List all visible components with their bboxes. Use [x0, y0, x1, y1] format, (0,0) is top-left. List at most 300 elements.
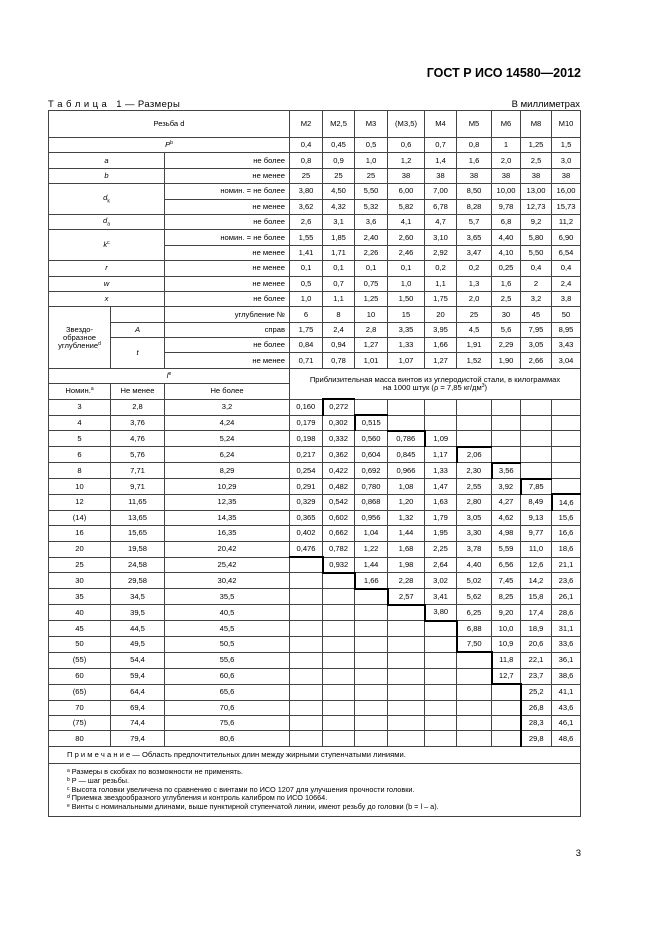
symbol-subscript: a [107, 221, 110, 228]
nominal-length: 6 [49, 447, 111, 463]
mass-cell: 0,542 [323, 494, 355, 510]
size-cell: M2,5 [323, 111, 355, 138]
value-cell: 1,25 [521, 138, 552, 153]
thread-label [49, 111, 290, 138]
parameter-symbol [49, 138, 290, 153]
value-cell: 3,47 [457, 245, 492, 260]
mass-cell: 0,217 [290, 447, 323, 463]
mass-cell: 10,0 [492, 621, 521, 637]
mass-cell [457, 700, 492, 715]
mass-cell: 1,08 [388, 479, 425, 495]
value-cell: 1,6 [492, 276, 521, 291]
value-cell: 1,01 [355, 353, 388, 368]
value-cell: 0,1 [355, 261, 388, 276]
value-cell: 1,90 [492, 353, 521, 368]
nominal-length: 5 [49, 431, 111, 447]
value-cell: 6,78 [425, 199, 457, 214]
value-cell: 0,75 [355, 276, 388, 291]
value-cell: 15 [388, 307, 425, 322]
mass-cell [290, 605, 323, 621]
mass-cell [457, 715, 492, 730]
parameter-row [49, 168, 581, 183]
parameter-row [49, 153, 581, 168]
max-length: 45,5 [165, 621, 290, 637]
mass-cell: 36,1 [552, 652, 581, 668]
symbol-text: d [103, 192, 108, 202]
recess-label-line: образное [62, 332, 97, 342]
mass-cell: 3,05 [457, 510, 492, 525]
max-length: 65,6 [165, 684, 290, 700]
footnote-ref: b [170, 140, 173, 147]
mass-cell: 0,560 [355, 431, 388, 447]
mass-cell [323, 621, 355, 637]
mass-cell [425, 715, 457, 730]
mass-cell: 0,868 [355, 494, 388, 510]
mass-row [49, 463, 581, 479]
value-cell: 2,0 [492, 153, 521, 168]
mass-cell: 11,8 [492, 652, 521, 668]
mass-cell [388, 731, 425, 746]
min-length: 4,76 [111, 431, 165, 447]
value-cell: 16,00 [552, 184, 581, 199]
mass-cell [492, 700, 521, 715]
value-cell: 4,10 [492, 245, 521, 260]
max-length: 16,35 [165, 526, 290, 541]
max-length: 50,5 [165, 637, 290, 653]
mass-cell [388, 668, 425, 684]
qualifier-cell: справ [165, 322, 290, 337]
footnotes-row [49, 763, 581, 816]
symbol-text: w [103, 278, 110, 288]
nominal-length: 80 [49, 731, 111, 746]
length-label [49, 368, 290, 383]
parameter-row [49, 230, 581, 245]
value-cell: 0,8 [290, 153, 323, 168]
mass-header-line: на 1000 штук (ρ = 7,85 $кг/дм^3$) [383, 382, 487, 392]
value-cell: 2 [521, 276, 552, 291]
value-cell: 0,2 [457, 261, 492, 276]
parameter-symbol [49, 230, 165, 261]
nominal-label: Номин.$^a$ [49, 384, 111, 399]
value-cell: 10 [355, 307, 388, 322]
mass-cell: 0,782 [323, 541, 355, 557]
mass-cell: 3,78 [457, 541, 492, 557]
table-caption: Т а б л и ц а 1 — Размеры [48, 99, 181, 110]
mass-cell: 1,22 [355, 541, 388, 557]
min-length: 54,4 [111, 652, 165, 668]
mass-row [49, 557, 581, 573]
qualifier-cell: углубление № [165, 307, 290, 322]
mass-cell [290, 621, 323, 637]
max-length: 55,6 [165, 652, 290, 668]
mass-cell [323, 684, 355, 700]
mass-row [49, 573, 581, 589]
max-length: 4,24 [165, 415, 290, 431]
value-cell: 6 [290, 307, 323, 322]
mass-cell: 1,09 [425, 431, 457, 447]
value-cell: 0,5 [355, 138, 388, 153]
recess-label [49, 307, 111, 369]
value-cell: 4,50 [323, 184, 355, 199]
mass-cell [425, 731, 457, 746]
nominal-length: 50 [49, 637, 111, 653]
mass-cell: 0,291 [290, 479, 323, 495]
parameter-symbol [111, 307, 165, 322]
mass-cell [425, 652, 457, 668]
mass-cell [457, 399, 492, 415]
mass-row [49, 479, 581, 495]
value-cell: 0,45 [323, 138, 355, 153]
footnote-mark: e [67, 803, 70, 810]
mass-cell [290, 589, 323, 605]
length-header-row [49, 368, 581, 383]
footnote: $^d$ Приемка звездообразного углубления и контроль калибром по ИСО 10664. [67, 793, 328, 803]
value-cell: 9,78 [492, 199, 521, 214]
value-cell: 8,95 [552, 322, 581, 337]
value-cell: 1,1 [323, 291, 355, 306]
value-cell: 5,82 [388, 199, 425, 214]
mass-cell [492, 431, 521, 447]
footnote-mark: a [67, 767, 70, 774]
value-cell: 8 [323, 307, 355, 322]
min-length: 44,5 [111, 621, 165, 637]
mass-cell: 0,956 [355, 510, 388, 525]
value-cell: 1,0 [290, 291, 323, 306]
value-cell: 1,3 [457, 276, 492, 291]
value-cell: 2,0 [457, 291, 492, 306]
value-cell: 2,5 [492, 291, 521, 306]
mass-cell [552, 415, 581, 431]
mass-cell [425, 415, 457, 431]
max-length: 6,24 [165, 447, 290, 463]
value-cell: 1 [492, 138, 521, 153]
value-cell: 5,50 [355, 184, 388, 199]
value-cell: 0,4 [552, 261, 581, 276]
mass-cell: 0,602 [323, 510, 355, 525]
min-length: 39,5 [111, 605, 165, 621]
value-cell: 5,50 [521, 245, 552, 260]
max-length: 10,29 [165, 479, 290, 495]
value-cell: 5,80 [521, 230, 552, 245]
footnote-ref: d [98, 340, 101, 347]
qualifier-cell: не менее [165, 199, 290, 214]
min-length: 64,4 [111, 684, 165, 700]
mass-cell: 1,95 [425, 526, 457, 541]
mass-cell: 20,6 [521, 637, 552, 653]
mass-cell: 4,27 [492, 494, 521, 510]
value-cell: 38 [425, 168, 457, 183]
qualifier-cell: не более [165, 291, 290, 306]
mass-cell: 31,1 [552, 621, 581, 637]
mass-row [49, 399, 581, 415]
mass-cell [323, 605, 355, 621]
value-cell: 7,00 [425, 184, 457, 199]
parameter-symbol [49, 214, 165, 229]
mass-row [49, 541, 581, 557]
parameter-symbol [111, 322, 165, 337]
mass-cell [290, 573, 323, 589]
value-cell: 30 [492, 307, 521, 322]
mass-cell [521, 447, 552, 463]
symbol-text: x [104, 294, 109, 304]
nominal-length: 12 [49, 494, 111, 510]
mass-cell [323, 731, 355, 746]
symbol-text: r [105, 263, 108, 273]
mass-cell: 6,56 [492, 557, 521, 573]
value-cell: 15,73 [552, 199, 581, 214]
mass-cell: 26,8 [521, 700, 552, 715]
nominal-length: 25 [49, 557, 111, 573]
mass-cell: 1,98 [388, 557, 425, 573]
value-cell: 2,66 [521, 353, 552, 368]
symbol-text: P [165, 140, 171, 150]
value-cell: 2,6 [290, 214, 323, 229]
value-cell: 38 [492, 168, 521, 183]
min-length: 9,71 [111, 479, 165, 495]
value-cell: 6,00 [388, 184, 425, 199]
mass-cell: 2,57 [388, 589, 425, 605]
mass-cell: 5,62 [457, 589, 492, 605]
mass-cell: 3,56 [492, 463, 521, 479]
page-number: 3 [575, 848, 581, 859]
min-length: 49,5 [111, 637, 165, 653]
value-cell: 2,4 [552, 276, 581, 291]
footnote: $^b$ P — шаг резьбы. [67, 775, 130, 785]
symbol-text: A [134, 324, 141, 334]
mass-cell: 3,02 [425, 573, 457, 589]
mass-cell: 2,55 [457, 479, 492, 495]
thread-header-row [49, 111, 581, 138]
value-cell: 1,5 [552, 138, 581, 153]
qualifier-cell: номин. = не более [165, 184, 290, 199]
mass-cell: 0,254 [290, 463, 323, 479]
mass-cell: 2,06 [457, 447, 492, 463]
standard-header: ГОСТ Р ИСО 14580—2012 [426, 66, 581, 80]
value-cell: 2,26 [355, 245, 388, 260]
mass-cell: 0,179 [290, 415, 323, 431]
mass-cell [290, 652, 323, 668]
mass-cell [425, 668, 457, 684]
mass-row [49, 431, 581, 447]
mass-cell [290, 637, 323, 653]
mass-cell: 0,160 [290, 399, 323, 415]
mass-cell [388, 700, 425, 715]
parameter-row [49, 214, 581, 229]
mass-row [49, 415, 581, 431]
mass-cell: 0,932 [323, 557, 355, 573]
value-cell: 38 [521, 168, 552, 183]
mass-cell: 1,44 [355, 557, 388, 573]
mass-cell [355, 668, 388, 684]
mass-cell: 33,6 [552, 637, 581, 653]
mass-cell [492, 684, 521, 700]
value-cell: 20 [425, 307, 457, 322]
mass-cell [425, 621, 457, 637]
max-length: 35,5 [165, 589, 290, 605]
max-length: 5,24 [165, 431, 290, 447]
min-label: Не менее [111, 384, 165, 399]
mass-cell: 15,6 [552, 510, 581, 525]
value-cell: 3,05 [521, 338, 552, 353]
min-length: 13,65 [111, 510, 165, 525]
nominal-length: (55) [49, 652, 111, 668]
mass-cell: 46,1 [552, 715, 581, 730]
nominal-length: 4 [49, 415, 111, 431]
mass-cell: 0,780 [355, 479, 388, 495]
value-cell: 0,94 [323, 338, 355, 353]
mass-cell: 5,59 [492, 541, 521, 557]
mass-cell [521, 431, 552, 447]
mass-cell: 12,7 [492, 668, 521, 684]
units-label: В миллиметрах [511, 99, 580, 110]
mass-cell: 1,17 [425, 447, 457, 463]
value-cell: 0,7 [425, 138, 457, 153]
max-length: 40,5 [165, 605, 290, 621]
value-cell: 13,00 [521, 184, 552, 199]
footnote-mark: d [67, 794, 70, 801]
mass-cell: 0,302 [323, 415, 355, 431]
mass-cell: 6,88 [457, 621, 492, 637]
value-cell: 3,62 [290, 199, 323, 214]
value-cell: 0,9 [323, 153, 355, 168]
mass-cell: 1,44 [388, 526, 425, 541]
nominal-length: 30 [49, 573, 111, 589]
mass-cell [552, 447, 581, 463]
value-cell: 0,1 [323, 261, 355, 276]
value-cell: 3,8 [552, 291, 581, 306]
value-cell: 1,33 [388, 338, 425, 353]
mass-cell: 2,80 [457, 494, 492, 510]
mass-cell: 17,4 [521, 605, 552, 621]
value-cell: 0,5 [290, 276, 323, 291]
min-length: 29,58 [111, 573, 165, 589]
value-cell: 1,2 [388, 153, 425, 168]
mass-cell: 0,966 [388, 463, 425, 479]
value-cell: 38 [552, 168, 581, 183]
mass-row [49, 684, 581, 700]
value-cell: 2,4 [323, 322, 355, 337]
mass-cell: 26,1 [552, 589, 581, 605]
value-cell: 1,71 [323, 245, 355, 260]
parameter-symbol [49, 276, 165, 291]
mass-cell: 2,30 [457, 463, 492, 479]
max-length: 25,42 [165, 557, 290, 573]
mass-cell [552, 431, 581, 447]
note-row [49, 746, 581, 763]
recess-row [49, 338, 581, 353]
qualifier-cell: не более [165, 214, 290, 229]
mass-cell: 0,332 [323, 431, 355, 447]
value-cell: 1,50 [388, 291, 425, 306]
value-cell: 2,40 [355, 230, 388, 245]
footnote-mark: b [67, 776, 70, 783]
mass-cell: 14,6 [552, 494, 581, 510]
value-cell: 0,71 [290, 353, 323, 368]
nominal-length: 45 [49, 621, 111, 637]
value-cell: 3,43 [552, 338, 581, 353]
parameter-row [49, 138, 581, 153]
mass-cell: 1,47 [425, 479, 457, 495]
qualifier-cell: не более [165, 338, 290, 353]
mass-cell [388, 652, 425, 668]
value-cell: 6,8 [492, 214, 521, 229]
mass-cell: 0,198 [290, 431, 323, 447]
mass-cell [425, 700, 457, 715]
recess-label-line: Звездо- [65, 324, 94, 334]
mass-cell: 2,28 [388, 573, 425, 589]
value-cell: 3,35 [388, 322, 425, 337]
value-cell: 0,25 [492, 261, 521, 276]
value-cell: 1,27 [425, 353, 457, 368]
mass-row [49, 652, 581, 668]
value-cell: 0,6 [388, 138, 425, 153]
mass-cell: 16,6 [552, 526, 581, 541]
nominal-length: 20 [49, 541, 111, 557]
mass-cell [323, 652, 355, 668]
value-cell: 0,1 [290, 261, 323, 276]
footnote-mark: c [67, 785, 70, 792]
size-cell: (M3,5) [388, 111, 425, 138]
table-body [49, 111, 581, 817]
size-cell: M8 [521, 111, 552, 138]
mass-cell [290, 668, 323, 684]
mass-cell: 4,62 [492, 510, 521, 525]
max-length: 12,35 [165, 494, 290, 510]
mass-cell: 3,41 [425, 589, 457, 605]
mass-row [49, 715, 581, 730]
mass-cell [323, 715, 355, 730]
table-note: П р и м е ч а н и е — Область предпочтительных длин между жирными ступенчатыми линиями. [49, 746, 581, 763]
thread-label-text: Резьба d [153, 119, 185, 129]
mass-cell [388, 399, 425, 415]
mass-cell: 0,422 [323, 463, 355, 479]
value-cell: 1,6 [457, 153, 492, 168]
mass-cell: 1,20 [388, 494, 425, 510]
mass-cell: 3,80 [425, 605, 457, 621]
min-length: 74,4 [111, 715, 165, 730]
mass-cell [492, 415, 521, 431]
max-length: 3,2 [165, 399, 290, 415]
mass-cell [521, 415, 552, 431]
parameter-symbol [49, 168, 165, 183]
value-cell: 11,2 [552, 214, 581, 229]
mass-row [49, 447, 581, 463]
mass-cell [355, 700, 388, 715]
value-cell: 0,2 [425, 261, 457, 276]
value-cell: 3,65 [457, 230, 492, 245]
mass-cell [290, 557, 323, 573]
value-cell: 1,27 [355, 338, 388, 353]
mass-cell [290, 715, 323, 730]
footnote-ref: c [107, 240, 110, 247]
mass-row [49, 526, 581, 541]
parameter-row [49, 276, 581, 291]
mass-cell [355, 605, 388, 621]
mass-cell: 10,9 [492, 637, 521, 653]
mass-cell: 18,9 [521, 621, 552, 637]
min-length: 3,76 [111, 415, 165, 431]
mass-cell [457, 668, 492, 684]
mass-cell: 7,85 [521, 479, 552, 495]
mass-cell: 0,362 [323, 447, 355, 463]
value-cell: 1,55 [290, 230, 323, 245]
parameter-symbol [49, 153, 165, 168]
mass-cell [552, 479, 581, 495]
value-cell: 3,80 [290, 184, 323, 199]
size-cell: M6 [492, 111, 521, 138]
dimensions-table [48, 110, 581, 817]
mass-cell [355, 652, 388, 668]
